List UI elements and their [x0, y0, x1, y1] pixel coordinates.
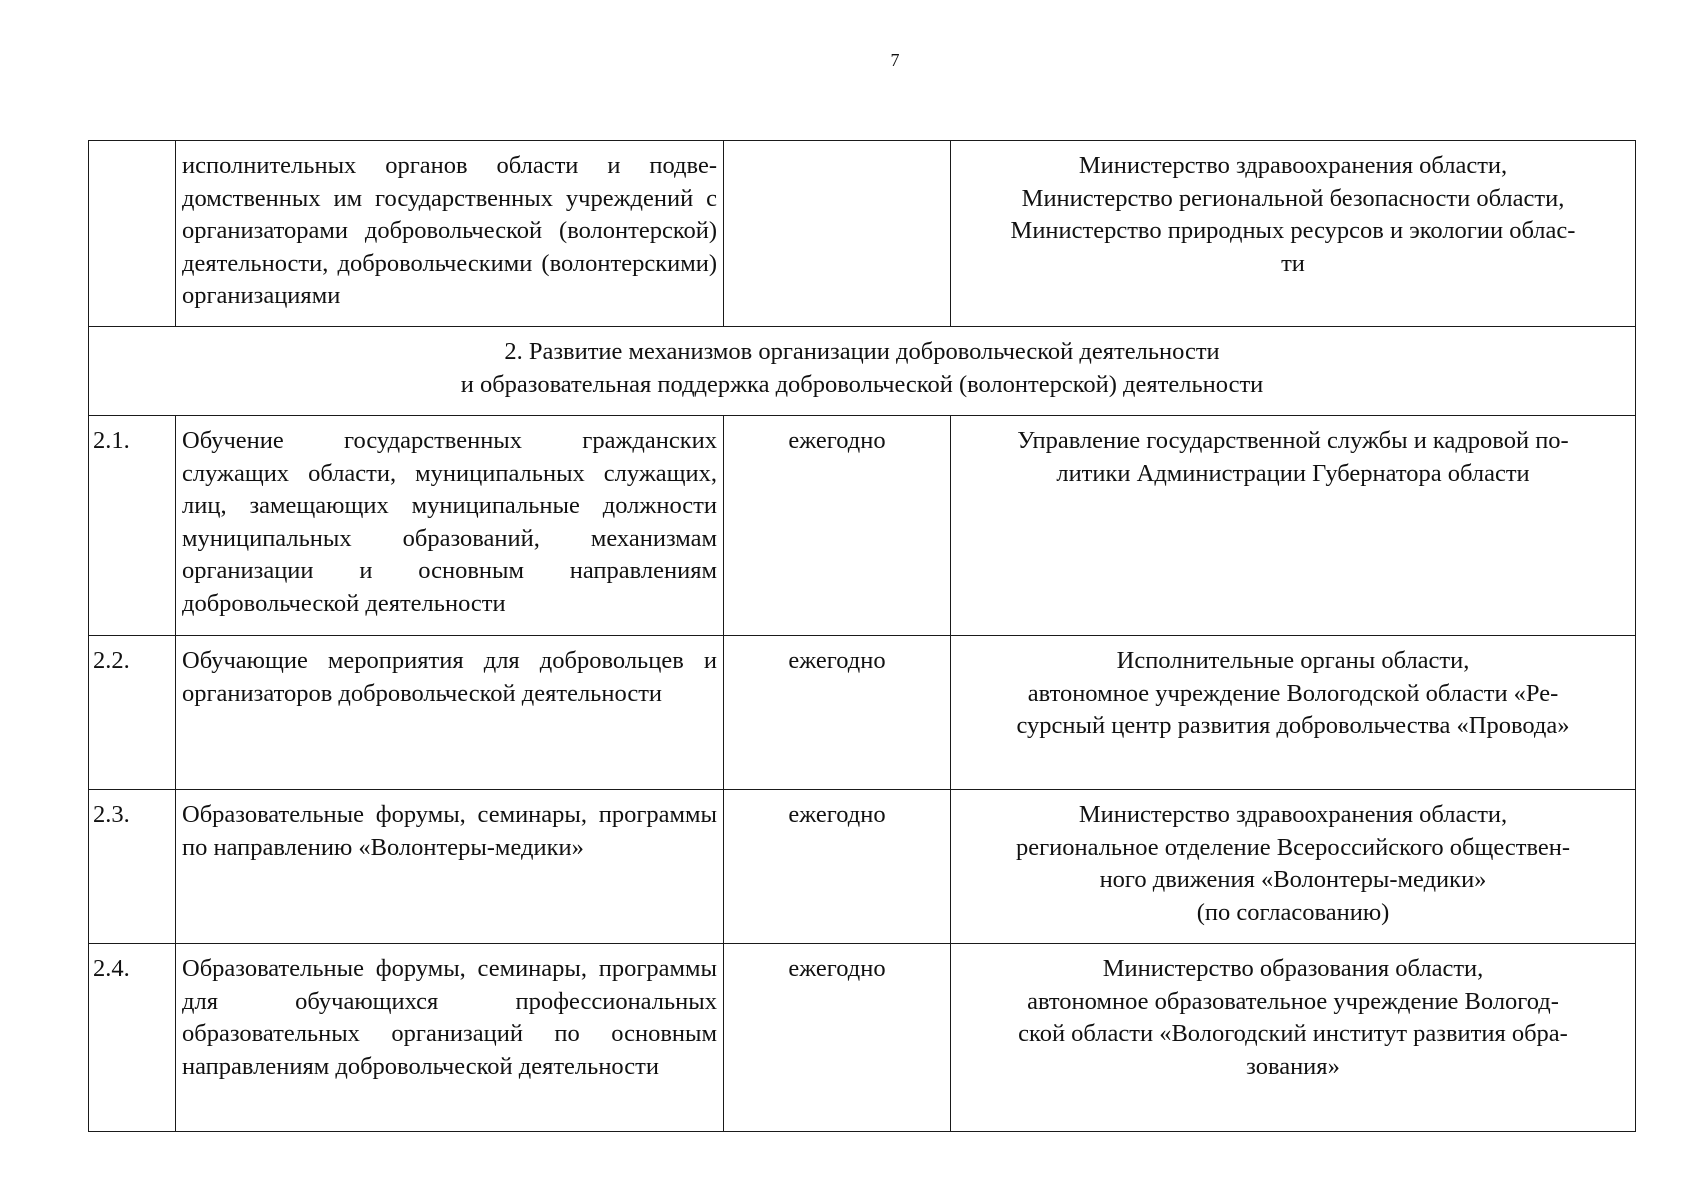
page-number: 7: [890, 50, 900, 70]
table-row: [89, 141, 1636, 327]
responsible-line: Министерство здравоохранения области,: [1078, 152, 1508, 179]
section-title-line: 2. Развитие механизмов организации добровольческой деятельности: [504, 338, 1220, 365]
responsible-line: зования»: [1246, 1052, 1340, 1080]
activity-cell: Обучающие мероприятия для добровольцев и организаторов добровольческой деятельности: [176, 636, 724, 790]
table-row: [89, 636, 1636, 790]
term-cell: [724, 141, 951, 327]
row-number: 2.3.: [89, 790, 176, 944]
responsible-line: Министерство образования области,: [1102, 955, 1484, 982]
responsible-line: Министерство природных ресурсов и экологии облас-: [1010, 217, 1576, 244]
activity-cell: Обучение государственных гражданских служащих области, муниципальных служащих, лиц, замещающих муниципальные должности муниципальных образований, механизмам организации и основным направлениям добровольческой деятельности: [176, 416, 724, 636]
responsible-cell: [951, 790, 1636, 944]
responsible-line: сурсный центр развития добровольчества «Провода»: [1016, 712, 1570, 739]
responsible-line: ти: [1281, 249, 1305, 277]
responsible-line: ской области «Вологодский институт развития обра-: [1018, 1020, 1568, 1047]
responsible-line: Министерство региональной безопасности области,: [1021, 184, 1565, 212]
section-title: [89, 327, 1636, 416]
responsible-line: Министерство здравоохранения области,: [1078, 801, 1508, 828]
activity-cell: исполнительных органов области и подведомственных им государственных учреждений с организаторами добровольческой (волонтерской) деятельности, добровольческими (волонтерскими) организациями: [176, 141, 724, 327]
term-cell: ежегодно: [724, 416, 951, 636]
responsible-cell: [951, 141, 1636, 327]
responsible-cell: [951, 944, 1636, 1132]
table-row: [89, 944, 1636, 1132]
responsible-line: Управление государственной службы и кадровой по-: [1017, 427, 1569, 454]
row-number: 2.4.: [89, 944, 176, 1132]
activity-cell: Образовательные форумы, семинары, программы для обучающихся профессиональных образовательных организаций по основным направлениям добровольческой деятельности: [176, 944, 724, 1132]
row-number: [89, 141, 176, 327]
row-number: 2.1.: [89, 416, 176, 636]
term-cell: ежегодно: [724, 790, 951, 944]
responsible-line: ного движения «Волонтеры-медики»: [1099, 866, 1487, 893]
section-header-row: [89, 327, 1636, 416]
responsible-line: региональное отделение Всероссийского обществен-: [1015, 833, 1571, 861]
row-number: 2.2.: [89, 636, 176, 790]
table-row: [89, 416, 1636, 636]
responsible-line: (по согласованию): [1196, 898, 1390, 926]
action-plan-table: [88, 140, 1636, 1132]
responsible-line: литики Администрации Губернатора области: [1056, 459, 1530, 487]
responsible-line: Исполнительные органы области,: [1116, 647, 1470, 674]
responsible-line: автономное образовательное учреждение Вологод-: [1027, 987, 1559, 1015]
responsible-line: автономное учреждение Вологодской области «Ре-: [1027, 679, 1559, 707]
responsible-cell: [951, 416, 1636, 636]
section-title-line: и образовательная поддержка добровольческой (волонтерской) деятельности: [460, 370, 1264, 398]
term-cell: ежегодно: [724, 636, 951, 790]
term-cell: ежегодно: [724, 944, 951, 1132]
table-row: [89, 790, 1636, 944]
responsible-cell: [951, 636, 1636, 790]
activity-cell: Образовательные форумы, семинары, программы по направлению «Волонтеры-медики»: [176, 790, 724, 944]
